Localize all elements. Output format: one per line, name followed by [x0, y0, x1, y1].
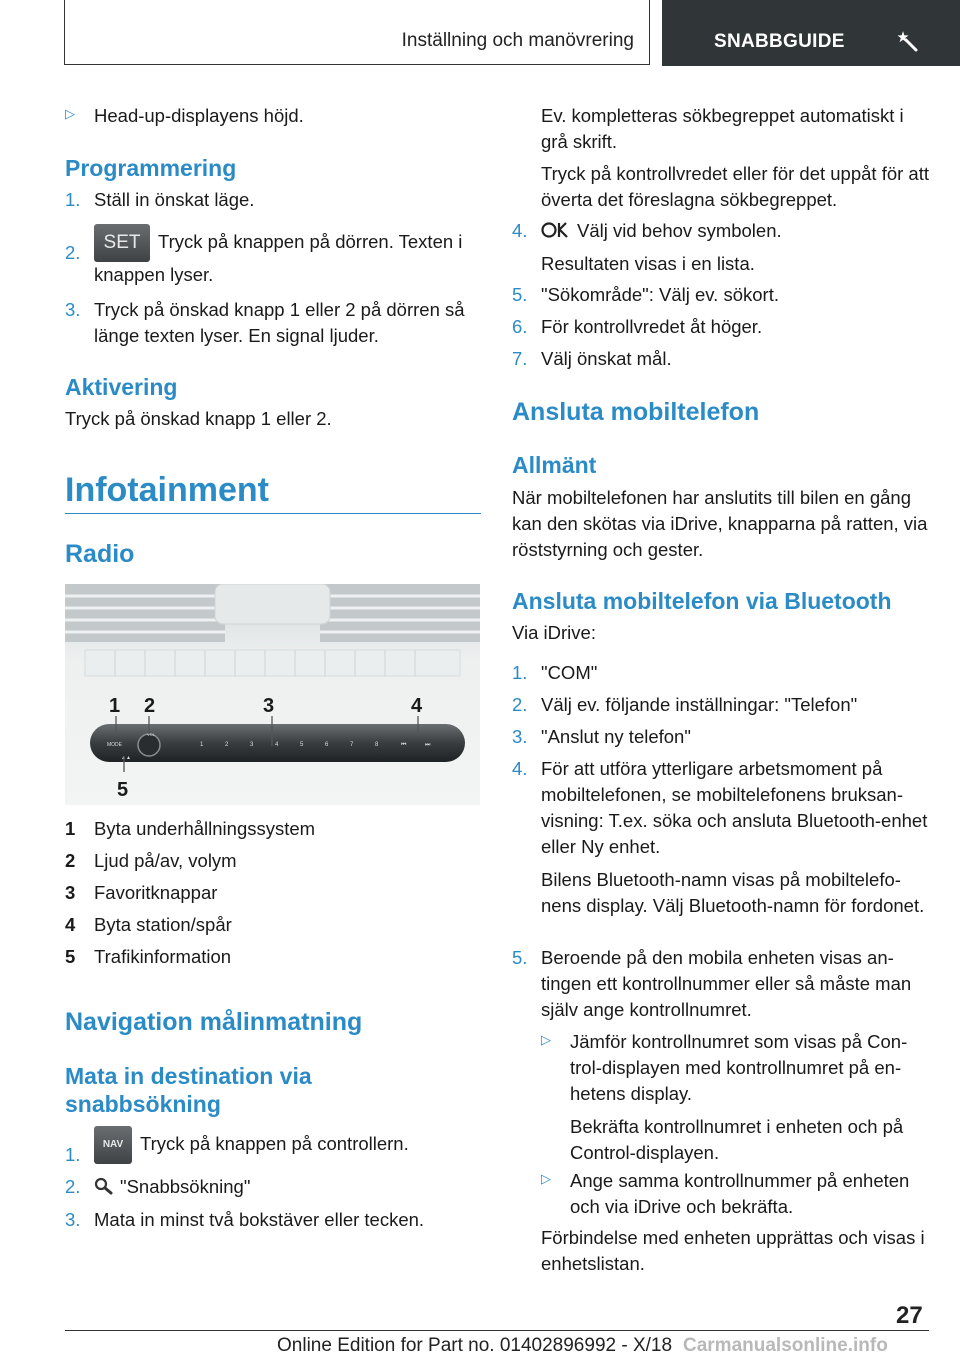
list-item: [65, 224, 481, 288]
watermark: Carmanualsonline.info: [683, 1335, 888, 1356]
step-number: 5.: [512, 284, 528, 305]
step-note: Bilens Bluetooth-namn visas på mobiltelefonens display. Välj Bluetooth-namn för fordonet.: [541, 869, 925, 916]
list-item: [512, 692, 930, 718]
list-item: [65, 1126, 481, 1164]
paragraph: Ev. kompletteras sökbegreppet automatiskt i grå skrift.: [541, 105, 904, 152]
heading-allmant: Allmänt: [512, 452, 597, 478]
triangle-bullet-icon: ▷: [541, 1032, 551, 1047]
star-pointer-icon: [894, 28, 920, 54]
heading-bluetooth: Ansluta mobiltelefon via Bluetooth: [512, 588, 892, 614]
list-item: [512, 756, 930, 919]
preset-button-2: 2: [225, 742, 229, 748]
sub-list-item: [541, 1168, 930, 1220]
list-item: [512, 660, 930, 686]
list-item: [65, 297, 481, 349]
vol-label: VOL: [147, 732, 156, 737]
legend-item: [65, 848, 481, 874]
radio-panel-illustration: [65, 584, 480, 805]
sub-list-item: [541, 1029, 930, 1166]
nav-key-icon: NAV: [94, 1126, 132, 1164]
step-text: "Snabbsökning": [120, 1176, 251, 1197]
magnifier-icon: [94, 1177, 114, 1195]
heading-line: snabbsökning: [65, 1091, 221, 1117]
heading-navigation: Navigation målinmatning: [65, 1008, 363, 1036]
step-number: 2.: [65, 1176, 81, 1197]
step-number: 4.: [512, 220, 528, 241]
step-number: 1.: [65, 1144, 81, 1165]
step-text: "Anslut ny telefon": [541, 726, 691, 747]
step-text: "COM": [541, 662, 598, 683]
mode-button: MODE: [107, 742, 122, 748]
step-number: 4.: [512, 758, 528, 779]
callout-label: 3: [263, 695, 275, 717]
step-text: Mata in minst två bokstäver eller tecken.: [94, 1209, 425, 1230]
chapter-tab-label: SNABBGUIDE: [714, 31, 845, 52]
step-number: 1.: [512, 662, 528, 683]
traffic-info-icon: ▲▲: [121, 755, 131, 761]
legend-item: [65, 880, 481, 906]
list-item: [65, 1174, 481, 1200]
chapter-tab: [662, 0, 960, 66]
callout-label: 1: [109, 695, 121, 717]
step-number: 2.: [512, 694, 528, 715]
paragraph: Förbindelse med enheten upprättas och visas i enhetslistan.: [541, 1227, 925, 1274]
radio-panel-photo: [65, 584, 480, 805]
preset-button-4: 4: [275, 742, 279, 748]
heading-line: Mata in destination via: [65, 1063, 312, 1089]
step-number: 6.: [512, 316, 528, 337]
list-item: [512, 945, 930, 1023]
legend-text: Byta station/spår: [94, 914, 232, 935]
legend-item: [65, 912, 481, 938]
preset-button-6: 6: [325, 742, 329, 748]
paragraph: Via iDrive:: [512, 622, 596, 643]
step-text: Beroende på den mobila enheten visas antingen ett kontrollnummer eller så måste man själv ange kontrollnumret.: [541, 947, 912, 1020]
footer-rule: [65, 1330, 929, 1331]
next-track-icon: ⏭: [425, 742, 431, 748]
step-text: "Sökområde": Välj ev. sökort.: [541, 284, 779, 305]
step-number: 3.: [512, 726, 528, 747]
heading-aktivering: Aktivering: [65, 374, 178, 400]
list-item: [512, 346, 930, 372]
list-item: [512, 282, 930, 308]
legend-item: [65, 944, 481, 970]
heading-ansluta-mobiltelefon: Ansluta mobiltelefon: [512, 398, 760, 426]
step-text: För kontrollvredet åt höger.: [541, 316, 763, 337]
paragraph: Tryck på kontrollvredet eller för det uppåt för att överta det föreslagna sökbegreppet.: [541, 163, 929, 210]
heading-mata-in: [65, 1062, 312, 1118]
step-text: Tryck på önskad knapp 1 eller 2 på dörren så länge texten lyser. En signal ljuder.: [94, 299, 465, 346]
legend-text: Trafikinformation: [94, 946, 232, 967]
legend-number: 4: [65, 914, 76, 935]
preset-button-8: 8: [375, 742, 379, 748]
triangle-bullet-icon: ▷: [541, 1171, 551, 1186]
step-text: Ställ in önskat läge.: [94, 189, 255, 210]
step-number: 1.: [65, 189, 81, 210]
triangle-bullet-icon: ▷: [65, 106, 75, 121]
step-number: 3.: [65, 1209, 81, 1230]
step-number: 2.: [65, 242, 81, 263]
page-number: 27: [896, 1302, 923, 1329]
step-text: För att utföra ytterligare arbetsmoment på mobiltelefonen, se mobiltelefonens bruksanvisning: T.ex. söka och ansluta Bluetooth-enhet eller Ny enhet.: [541, 758, 928, 857]
prev-track-icon: ⏮: [401, 742, 407, 748]
legend-number: 1: [65, 818, 76, 839]
paragraph: När mobiltelefonen har anslutits till bilen en gång kan den skötas via iDrive, knapparna på ratten, via röststyrning och gester.: [512, 487, 928, 560]
legend-text: Favoritknappar: [94, 882, 218, 903]
legend-text: Ljud på/av, volym: [94, 850, 237, 871]
step-number: 3.: [65, 299, 81, 320]
legend-number: 5: [65, 946, 76, 967]
callout-label: 2: [144, 695, 156, 717]
step-text: Välj vid behov symbolen.: [577, 220, 782, 241]
list-item: [512, 218, 930, 277]
step-text: Välj önskat mål.: [541, 348, 672, 369]
legend-number: 2: [65, 850, 76, 871]
list-item: [65, 103, 481, 129]
ok-icon: [541, 220, 571, 240]
step-text: Välj ev. följande inställningar: "Telefon": [541, 694, 858, 715]
preset-button-1: 1: [200, 742, 204, 748]
heading-infotainment: Infotainment: [65, 471, 269, 509]
set-key-icon: SET: [94, 224, 150, 262]
list-item: [65, 187, 481, 213]
heading-rule: [65, 513, 481, 514]
edition-text: Online Edition for Part no. 01402896992 - X/18: [277, 1335, 673, 1356]
paragraph: Tryck på önskad knapp 1 eller 2.: [65, 408, 332, 429]
list-item: [65, 1207, 481, 1233]
preset-button-3: 3: [250, 742, 254, 748]
sub-item-note: Bekräfta kontrollnumret i enheten och på Control-displayen.: [570, 1116, 904, 1163]
step-text: Tryck på knappen på dörren. Texten i knappen lyser.: [94, 230, 463, 285]
section-title: Inställning och manövrering: [401, 30, 634, 51]
legend-text: Byta underhållningssystem: [94, 818, 316, 839]
step-number: 7.: [512, 348, 528, 369]
page-header: [0, 0, 960, 66]
preset-button-5: 5: [300, 742, 304, 748]
step-text: Tryck på knappen på controllern.: [140, 1132, 409, 1154]
sub-item-text: Jämför kontrollnumret som visas på Control-displayen med kontrollnumret på enhetens display.: [570, 1031, 908, 1104]
list-item-text: Head-up-displayens höjd.: [94, 105, 304, 126]
list-item: [512, 314, 930, 340]
sub-item-text: Ange samma kontrollnummer på enheten och via iDrive och bekräfta.: [570, 1170, 910, 1217]
legend-number: 3: [65, 882, 76, 903]
callout-label: 5: [117, 779, 129, 801]
legend-item: [65, 816, 481, 842]
heading-programmering: Programmering: [65, 155, 237, 181]
step-number: 5.: [512, 947, 528, 968]
step-note: Resultaten visas i en lista.: [541, 253, 755, 274]
heading-radio: Radio: [65, 540, 135, 568]
list-item: [512, 724, 930, 750]
callout-label: 4: [411, 695, 423, 717]
preset-button-7: 7: [350, 742, 354, 748]
